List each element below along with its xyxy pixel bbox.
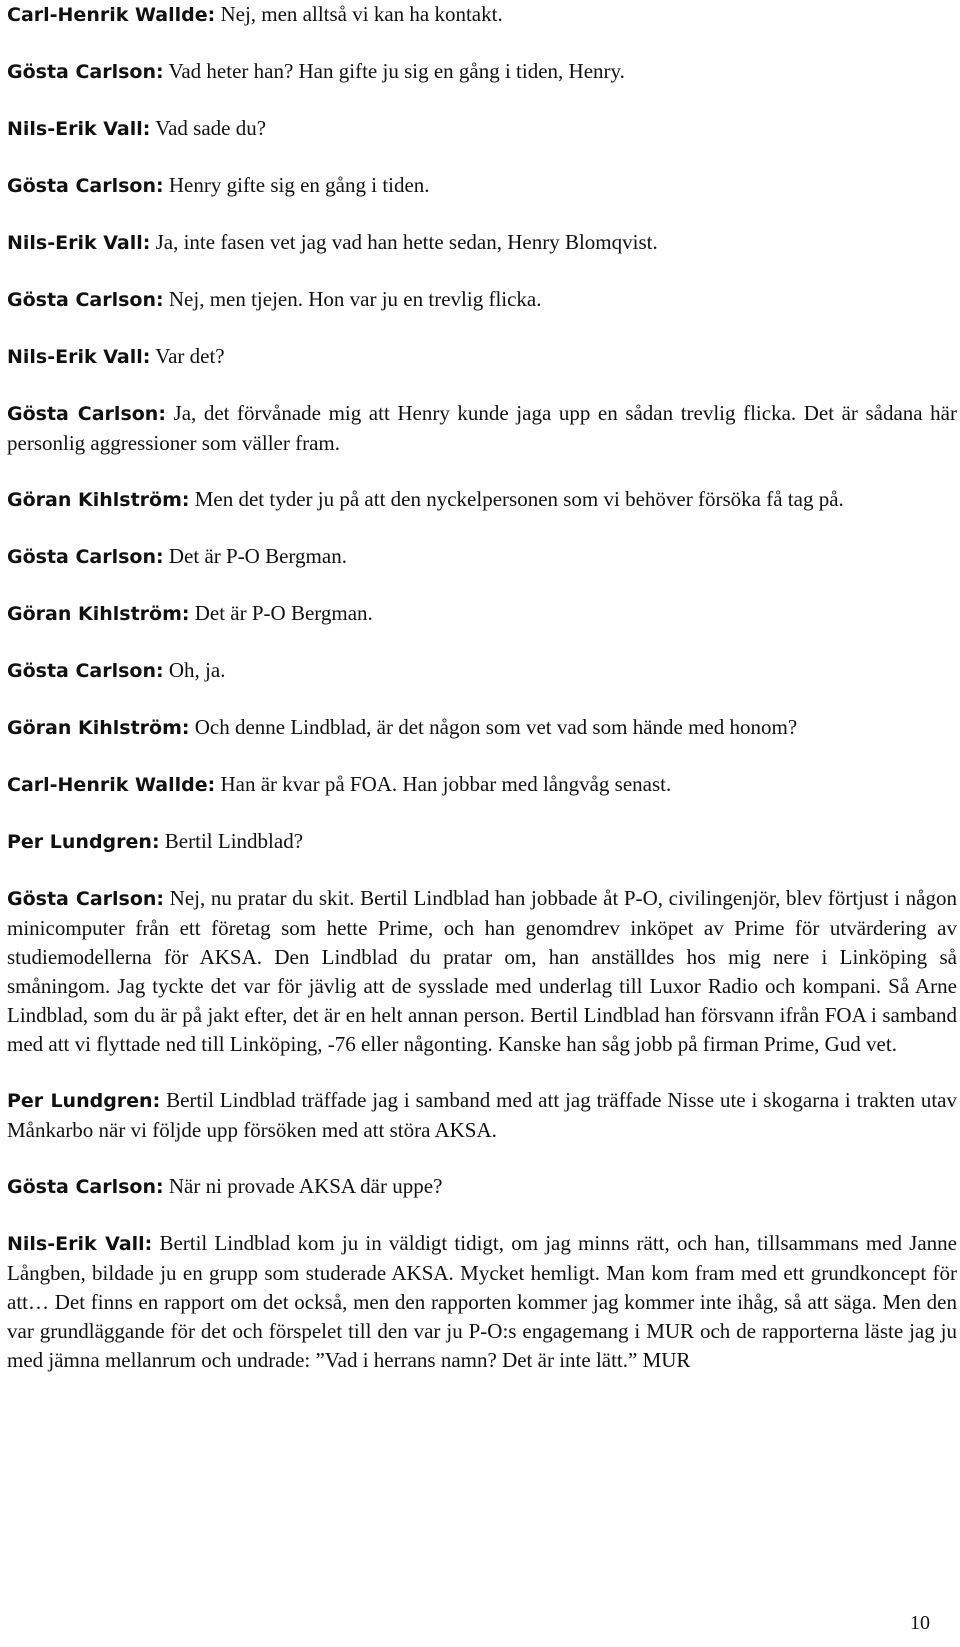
turn-text: Och denne Lindblad, är det någon som vet vad som hände med honom? (194, 715, 798, 739)
speaker-name: Per Lundgren: (7, 1090, 161, 1112)
transcript-turn (7, 542, 957, 572)
turn-text: Bertil Lindblad? (164, 829, 304, 853)
speaker-name: Göran Kihlström: (7, 603, 190, 625)
transcript-turn (7, 884, 957, 1059)
speaker-name: Gösta Carlson: (7, 660, 164, 682)
turn-text: Det är P-O Bergman. (194, 601, 373, 625)
speaker-name: Nils-Erik Vall: (7, 232, 151, 254)
transcript-turn (7, 399, 957, 458)
transcript-turn (7, 0, 957, 30)
transcript-turn (7, 713, 957, 743)
speaker-name: Göran Kihlström: (7, 717, 190, 739)
speaker-name: Carl-Henrik Wallde: (7, 4, 216, 26)
speaker-name: Per Lundgren: (7, 831, 160, 853)
speaker-name: Gösta Carlson: (7, 546, 164, 568)
transcript-turn (7, 114, 957, 144)
turn-text: När ni provade AKSA där uppe? (168, 1174, 443, 1198)
page-number: 10 (910, 1612, 930, 1634)
turn-text: Bertil Lindblad kom ju in väldigt tidigt, om jag minns rätt, och han, tillsammans med Janne Långben, bildade ju en grupp som studerade AKSA. Mycket hemligt. Man kom fram med ett grundkoncept för att… Det finns en rapport om det också, men den rapporten kommer jag kommer inte ihåg, så att säga. Men den var grundläggande för det och förspelet till den var ju P-O:s engagemang i MUR och de rapporterna läste jag ju med jämna mellanrum och undrade: ”Vad i herrans namn? Det är inte lätt.” MUR (7, 1231, 957, 1372)
transcript-turn (7, 1086, 957, 1145)
speaker-name: Gösta Carlson: (7, 175, 164, 197)
turn-text: Var det? (155, 344, 225, 368)
transcript-turn (7, 485, 957, 515)
turn-text: Men det tyder ju på att den nyckelpersonen som vi behöver försöka få tag på. (194, 487, 844, 511)
turn-text: Oh, ja. (168, 658, 226, 682)
turn-text: Vad heter han? Han gifte ju sig en gång i tiden, Henry. (168, 59, 625, 83)
transcript-turn (7, 1172, 957, 1202)
speaker-name: Nils-Erik Vall: (7, 1233, 153, 1255)
speaker-name: Carl-Henrik Wallde: (7, 774, 216, 796)
speaker-name: Nils-Erik Vall: (7, 118, 151, 140)
speaker-name: Göran Kihlström: (7, 489, 190, 511)
transcript-turn (7, 228, 957, 258)
transcript-turn (7, 827, 957, 857)
transcript-turn (7, 57, 957, 87)
turn-text: Ja, inte fasen vet jag vad han hette sedan, Henry Blomqvist. (155, 230, 658, 254)
transcript-turn (7, 285, 957, 315)
turn-text: Nej, nu pratar du skit. Bertil Lindblad han jobbade åt P-O, civilingenjör, blev förtjust i någon minicomputer från ett företag som hette Prime, och han genomdrev inköpet av Prime för utvärdering av studiemodellerna för AKSA. Den Lindblad du pratar om, han anställdes hos mig nere i Linköping så småningom. Jag tyckte det var för jävlig att de sysslade med underlag till Luxor Radio och kompani. Så Arne Lindblad, som du är på jakt efter, det är en helt annan person. Bertil Lindblad han försvann ifrån FOA i samband med att vi flyttade ned till Linköping, -76 eller någonting. Kanske han såg jobb på firman Prime, Gud vet. (7, 886, 957, 1056)
turn-text: Vad sade du? (155, 116, 267, 140)
turn-text: Nej, men alltså vi kan ha kontakt. (220, 2, 503, 26)
speaker-name: Gösta Carlson: (7, 61, 164, 83)
speaker-name: Gösta Carlson: (7, 888, 165, 910)
transcript-turn (7, 656, 957, 686)
transcript-turn (7, 599, 957, 629)
speaker-name: Nils-Erik Vall: (7, 346, 151, 368)
transcript-turn (7, 770, 957, 800)
turn-text: Ja, det förvånade mig att Henry kunde jaga upp en sådan trevlig flicka. Det är sådana här personlig aggressioner som väller fram. (7, 401, 957, 455)
speaker-name: Gösta Carlson: (7, 403, 166, 425)
turn-text: Det är P-O Bergman. (168, 544, 347, 568)
turn-text: Nej, men tjejen. Hon var ju en trevlig flicka. (168, 287, 542, 311)
transcript-turn (7, 1229, 957, 1375)
speaker-name: Gösta Carlson: (7, 1176, 164, 1198)
speaker-name: Gösta Carlson: (7, 289, 164, 311)
transcript-page (7, 0, 957, 1402)
turn-text: Henry gifte sig en gång i tiden. (168, 173, 430, 197)
transcript-turn (7, 171, 957, 201)
transcript-turn (7, 342, 957, 372)
turn-text: Bertil Lindblad träffade jag i samband med att jag träffade Nisse ute i skogarna i trakten utav Månkarbo när vi följde upp försöken med att störa AKSA. (7, 1088, 958, 1142)
turn-text: Han är kvar på FOA. Han jobbar med långvåg senast. (220, 772, 672, 796)
